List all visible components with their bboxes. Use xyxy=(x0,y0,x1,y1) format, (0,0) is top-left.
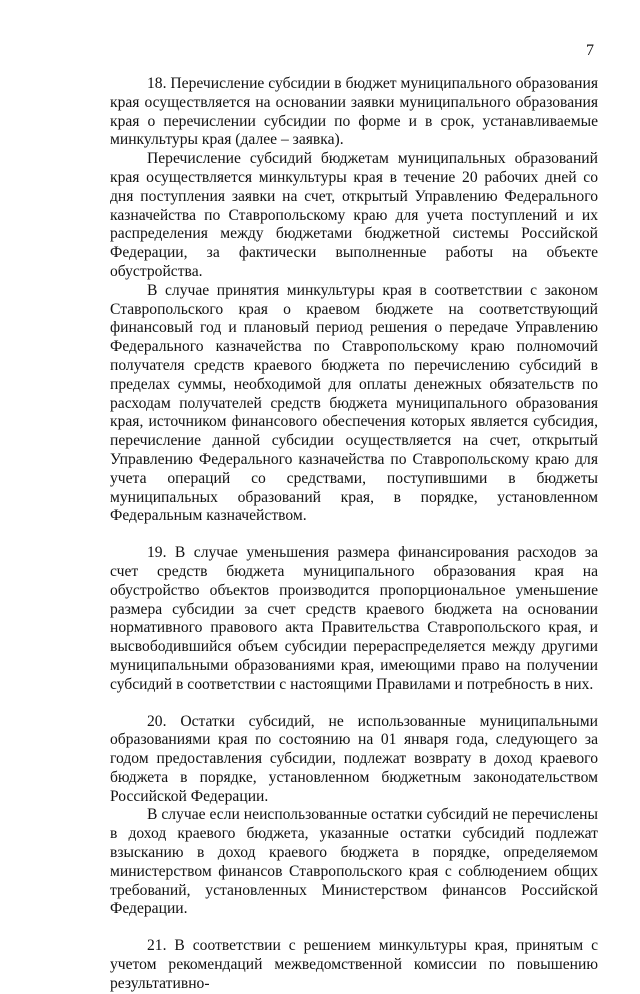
paragraph-20-recovery: В случае если неиспользованные остатки субсидий не перечислены в доход краевого бюджета, указанные остатки субсидий подлежат взысканию в доход краевого бюджета в порядке, определяемом министерством финансов Ставропольского края с соблюдением общих требований, установленных Министерством финансов Российской Федерации. xyxy=(110,806,598,918)
paragraph-21: 21. В соответствии с решением минкультуры края, принятым с учетом рекомендаций межведомственной комиссии по повышению результативно- xyxy=(110,937,598,992)
document-body xyxy=(110,75,598,994)
paragraph-18: 18. Перечисление субсидии в бюджет муниципального образования края осуществляется на основании заявки муниципального образования края о перечислении субсидии по форме и в срок, устанавливаемые минкультуры края (далее – заявка). xyxy=(110,75,598,149)
paragraph-19: 19. В случае уменьшения размера финансирования расходов за счет средств бюджета муниципального образования края на обустройство объектов производится пропорциональное уменьшение размера субсидии за счет средств краевого бюджета на основании нормативного правового акта Правительства Ставропольского края, и высвободившийся объем субсидии перераспределяется между другими муниципальными образованиями края, имеющими право на получении субсидий в соответствии с настоящими Правилами и потребность в них. xyxy=(110,544,598,693)
page-number: 7 xyxy=(586,42,594,59)
paragraph-18-treasury: В случае принятия минкультуры края в соответствии с законом Ставропольского края о краевом бюджете на соответствующий финансовый год и плановый период решения о передаче Управлению Федерального казначейства по Ставропольскому краю полномочий получателя средств краевого бюджета по перечислению субсидий в пределах суммы, необходимой для оплаты денежных обязательств по расходам получателей средств бюджета муниципального образования края, источником финансового обеспечения которых является субсидия, перечисление данной субсидии осуществляется на счет, открытый Управлению Федерального казначейства по Ставропольскому краю для учета операций со средствами, поступившими в бюджеты муниципальных образований края, в порядке, установленном Федеральным казначейством. xyxy=(110,281,598,525)
paragraph-18-transfer: Перечисление субсидий бюджетам муниципальных образований края осуществляется минкультуры края в течение 20 рабочих дней со дня поступления заявки на счет, открытый Управлению Федерального казначейства по Ставропольскому краю для учета поступлений и их распределения между бюджетами бюджетной системы Российской Федерации, за фактически выполненные работы на объекте обустройства. xyxy=(110,150,598,280)
paragraph-20: 20. Остатки субсидий, не использованные муниципальными образованиями края по состоянию на 01 января года, следующего за годом предоставления субсидии, подлежат возврату в доход краевого бюджета в порядке, установленном бюджетным законодательством Российской Федерации. xyxy=(110,712,598,805)
